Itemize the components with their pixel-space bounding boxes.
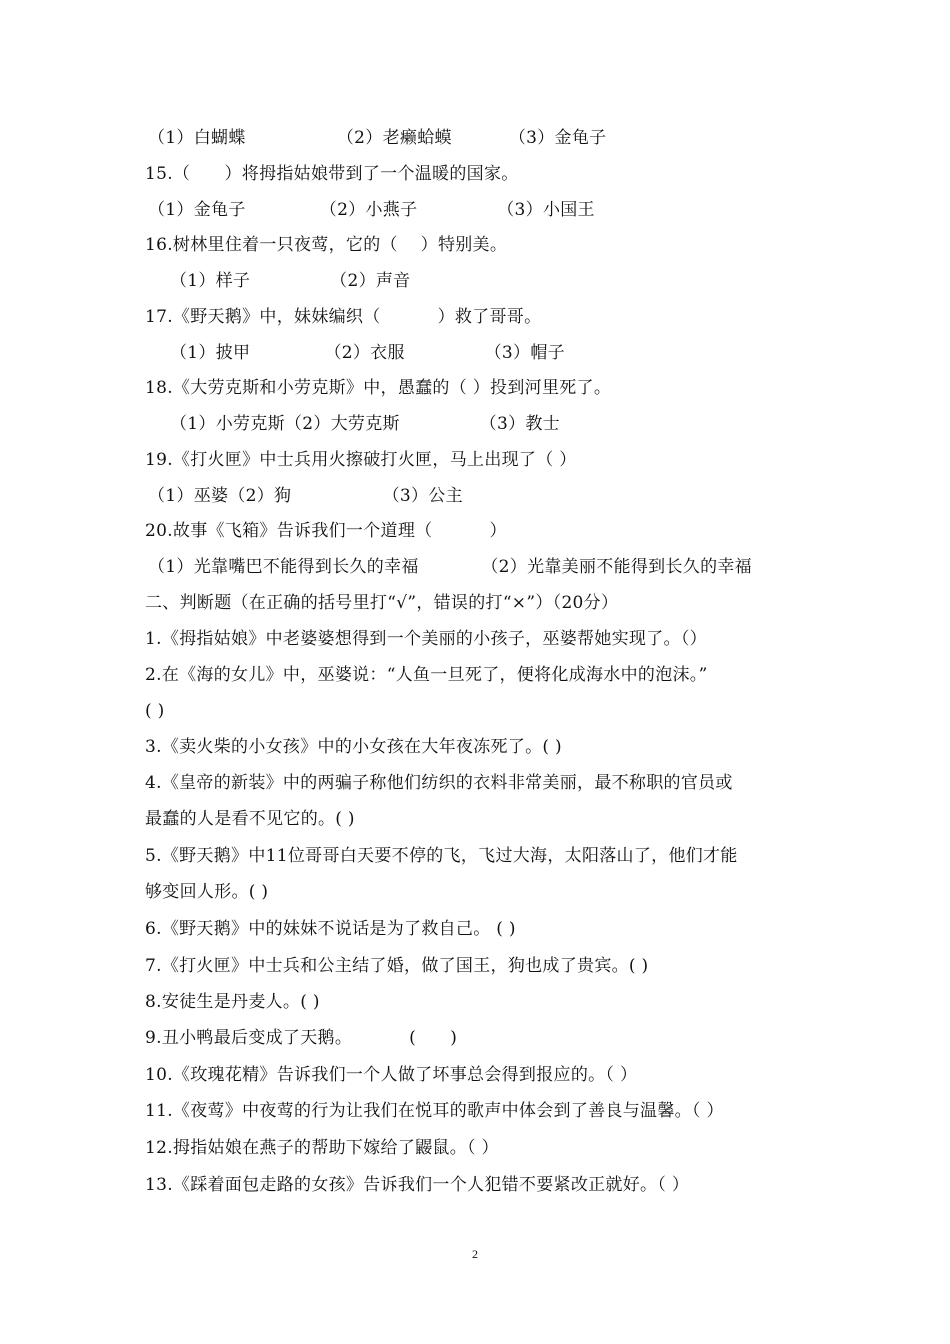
tf-item-4-cont: 最蠢的人是看不见它的。( ) [145, 809, 355, 829]
tf-item-11: 11.《夜莺》中夜莺的行为让我们在悦耳的歌声中体会到了善良与温馨。（ ） [145, 1101, 724, 1121]
tf-item-5-cont: 够变回人形。( ) [145, 882, 269, 902]
tf-item-4: 4.《皇帝的新装》中的两骗子称他们纺织的衣料非常美丽，最不称职的官员或 [145, 773, 733, 793]
tf-item-2: 2.在《海的女儿》中，巫婆说：“人鱼一旦死了，便将化成海水中的泡沫。” [145, 665, 708, 685]
tf-item-13: 13.《踩着面包走路的女孩》告诉我们一个人犯错不要紧改正就好。（ ） [145, 1175, 690, 1195]
tf-item-5: 5.《野天鹅》中11位哥哥白天要不停的飞，飞过大海，太阳落山了，他们才能 [145, 846, 738, 866]
tf-item-2-bracket: ( ) [145, 701, 165, 721]
question-15: 15.（ ）将拇指姑娘带到了一个温暖的国家。 [145, 164, 519, 184]
question-17: 17.《野天鹅》中，妹妹编织（ ）救了哥哥。 [145, 307, 542, 327]
q16-options: （1）样子 （2）声音 [170, 271, 411, 291]
q20-options: （1）光靠嘴巴不能得到长久的幸福 （2）光靠美丽不能得到长久的幸福 [148, 557, 752, 577]
tf-item-10: 10.《玫瑰花精》告诉我们一个人做了坏事总会得到报应的。（ ） [145, 1065, 638, 1085]
q14-options: （1）白蝴蝶 （2）老癞蛤蟆 （3）金龟子 [148, 128, 607, 148]
tf-item-6: 6.《野天鹅》中的妹妹不说话是为了救自己。 ( ) [145, 919, 516, 939]
tf-item-9: 9.丑小鸭最后变成了天鹅。 ( ) [145, 1028, 458, 1048]
tf-item-7: 7.《打火匣》中士兵和公主结了婚，做了国王，狗也成了贵宾。( ) [145, 956, 649, 976]
q17-options: （1）披甲 （2）衣服 （3）帽子 [170, 343, 565, 363]
question-19: 19.《打火匣》中士兵用火擦破打火匣，马上出现了（ ） [145, 450, 577, 470]
page-number: 2 [472, 1247, 478, 1261]
question-20: 20.故事《飞箱》告诉我们一个道理（ ） [145, 521, 507, 541]
question-16: 16.树林里住着一只夜莺，它的（ ）特别美。 [145, 235, 508, 255]
q18-options: （1）小劳克斯（2）大劳克斯 （3）教士 [170, 414, 560, 434]
tf-item-12: 12.拇指姑娘在燕子的帮助下嫁给了鼹鼠。（ ） [145, 1138, 499, 1158]
tf-item-3: 3.《卖火柴的小女孩》中的小女孩在大年夜冻死了。( ) [145, 737, 562, 757]
q19-options: （1）巫婆（2）狗 （3）公主 [148, 486, 463, 506]
section-heading-true-false: 二、判断题（在正确的括号里打“√”，错误的打“×”）（20分） [145, 593, 619, 613]
question-18: 18.《大劳克斯和小劳克斯》中，愚蠢的（ ）投到河里死了。 [145, 378, 612, 398]
q15-options: （1）金龟子 （2）小燕子 （3）小国王 [148, 200, 595, 220]
tf-item-8: 8.安徒生是丹麦人。( ) [145, 992, 320, 1012]
tf-item-1: 1.《拇指姑娘》中老婆婆想得到一个美丽的小孩子，巫婆帮她实现了。（） [145, 629, 707, 649]
